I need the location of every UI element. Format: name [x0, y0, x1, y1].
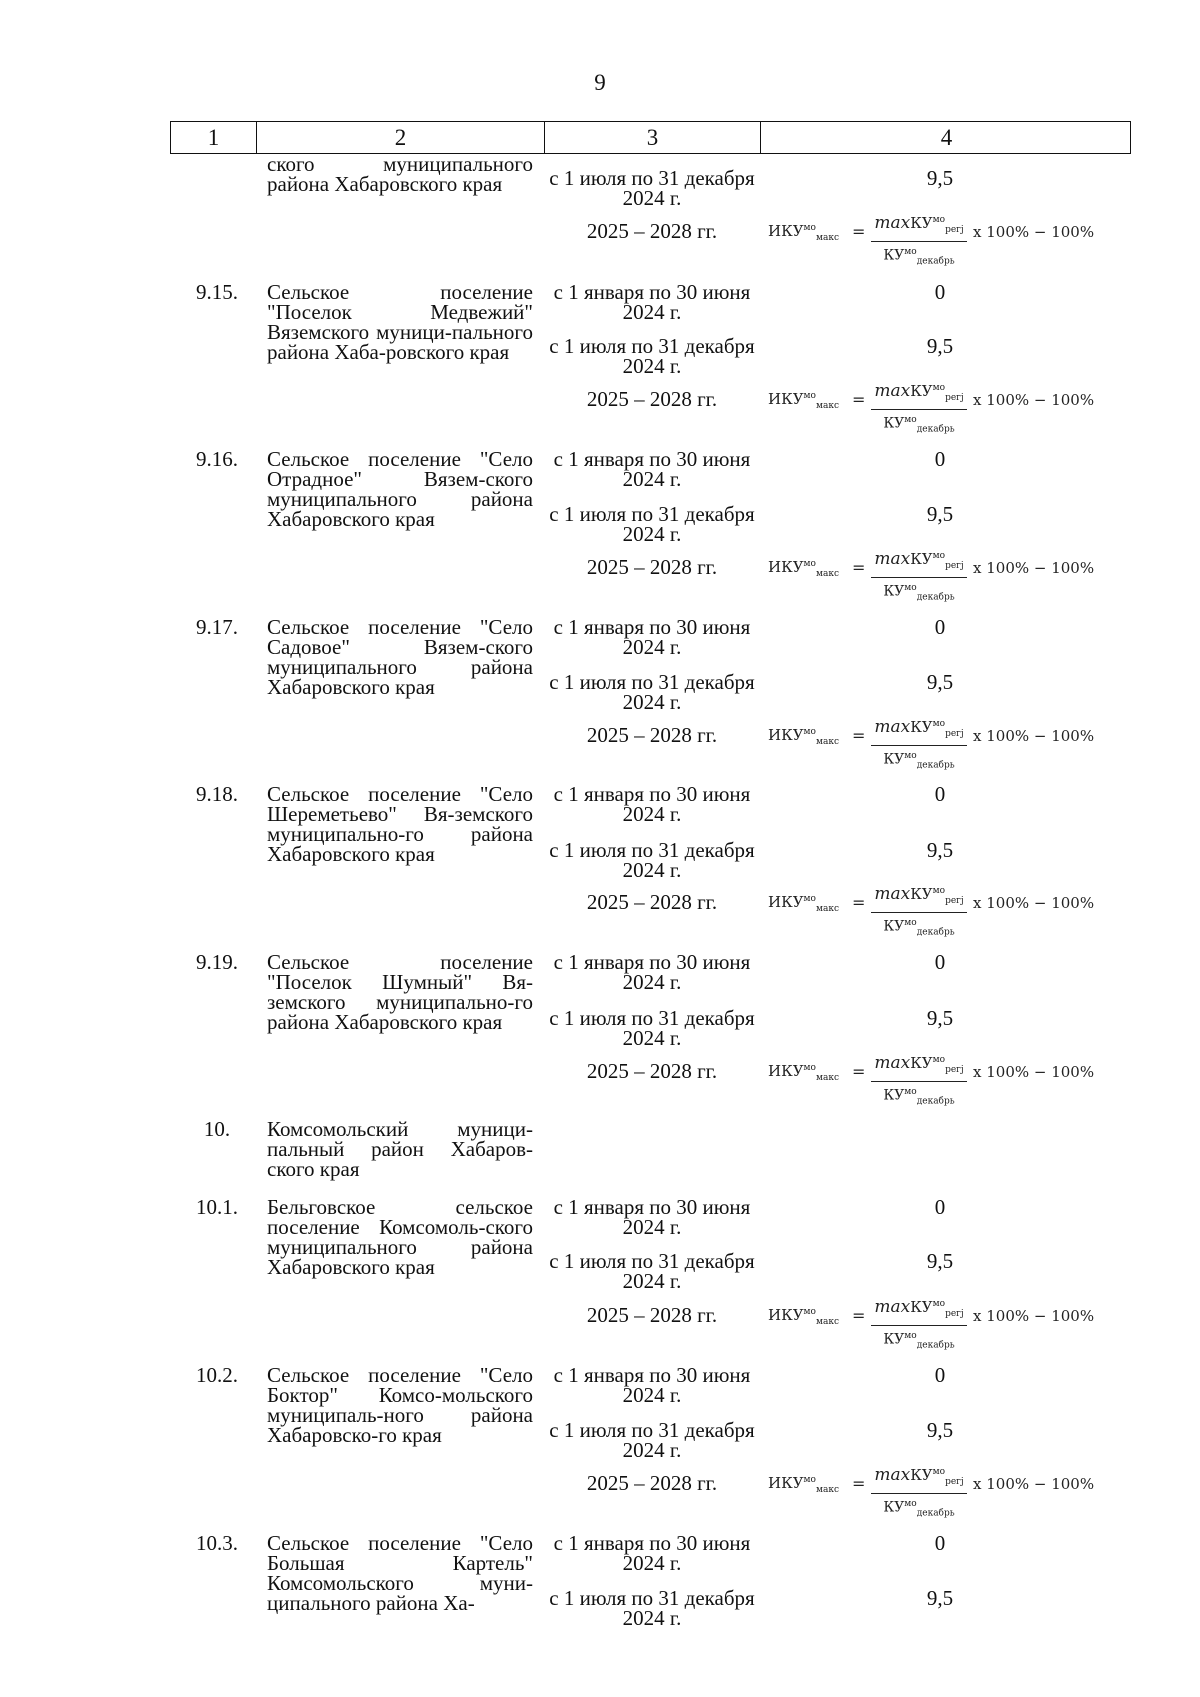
column-header-2: 2 [256, 122, 544, 153]
formula-numerator [871, 1294, 967, 1324]
entry-number: 10. [203, 1117, 231, 1141]
formula-num-sup: мо [932, 886, 946, 896]
formula-fraction-bar [871, 912, 967, 913]
entry-number: 10.3. [196, 1531, 238, 1555]
formula-num-sup: мо [932, 1055, 946, 1065]
entry-name: Сельское поселение "Село Большая Картель" Комсомольского муни-ципального района Ха- [267, 1531, 533, 1615]
formula-lhs-sup: мо [803, 559, 816, 569]
value-cell: 9,5 [926, 334, 954, 358]
entry-name: Сельское поселение "Поселок Медвежий" Вяземского муници-пального района Хаба-ровского края [267, 280, 533, 364]
formula-num-sub: peгj [945, 1065, 964, 1075]
period-text: с 1 июля по 31 декабря 2024 г. [549, 166, 755, 210]
formula-num-main: КУ [910, 550, 933, 568]
formula-den-sup: мо [904, 1087, 917, 1097]
formula-fraction [871, 1462, 967, 1522]
formula-den-sub: декабрь [916, 1340, 955, 1351]
period-text: с 1 января по 30 июня 2024 г. [553, 615, 751, 659]
period-text: 2025 – 2028 гг. [586, 1303, 718, 1327]
formula-fraction [871, 1294, 967, 1354]
period-text: с 1 января по 30 июня 2024 г. [553, 280, 751, 324]
formula-tail: x 100% − 100% [973, 559, 1095, 577]
formula-lhs-sup: мо [803, 223, 816, 233]
value-cell: 0 [934, 447, 946, 471]
formula-tail: x 100% − 100% [973, 894, 1095, 912]
period-text: с 1 июля по 31 декабря 2024 г. [549, 838, 755, 882]
column-header-4: 4 [760, 122, 1132, 153]
formula-den-main: КУ [883, 583, 905, 600]
formula-num-sub: peгj [945, 1309, 964, 1319]
formula-denominator [871, 914, 967, 941]
value-cell: 9,5 [926, 1006, 954, 1030]
value-cell: 0 [934, 1531, 946, 1555]
value-cell: 9,5 [926, 1418, 954, 1442]
formula-num-main: КУ [910, 1054, 933, 1072]
formula-lhs-sub: макс [815, 401, 839, 411]
formula-fraction-bar [871, 745, 967, 746]
formula-denominator [871, 411, 967, 438]
formula-num-italic: max [874, 549, 911, 569]
formula-fraction-bar [871, 1081, 967, 1082]
period-text: 2025 – 2028 гг. [586, 1471, 718, 1495]
formula-num-italic: max [874, 1053, 911, 1073]
formula-numerator [871, 881, 967, 911]
formula-equals: = [852, 726, 866, 745]
formula-lhs-sup: мо [803, 1063, 816, 1073]
formula-den-main: КУ [883, 918, 905, 935]
formula-fraction-bar [871, 409, 967, 410]
formula-numerator [871, 378, 967, 408]
formula-num-sub: peгj [945, 896, 964, 906]
formula-num-italic: max [874, 1297, 911, 1317]
entry-number: 9.17. [196, 615, 238, 639]
formula-num-sup: мо [932, 215, 946, 225]
entry-number: 9.18. [196, 782, 238, 806]
entry-name: Сельское поселение "Село Боктор" Комсо-мольского муниципаль-ного района Хабаровско-го края [267, 1363, 533, 1447]
formula-num-sup: мо [932, 719, 946, 729]
formula-den-sup: мо [904, 1499, 917, 1509]
formula-lhs [768, 558, 839, 579]
period-text: с 1 января по 30 июня 2024 г. [553, 1363, 751, 1407]
formula-lhs-sub: макс [815, 1317, 839, 1327]
period-text: 2025 – 2028 гг. [586, 890, 718, 914]
formula [768, 881, 1140, 938]
formula-fraction-bar [871, 1325, 967, 1326]
value-cell: 0 [934, 782, 946, 806]
formula-lhs-main: ИКУ [768, 222, 804, 240]
formula-den-sup: мо [904, 415, 917, 425]
value-cell: 9,5 [926, 502, 954, 526]
formula-numerator [871, 1050, 967, 1080]
formula-den-main: КУ [883, 247, 905, 264]
value-cell: 9,5 [926, 166, 954, 190]
period-text: с 1 июля по 31 декабря 2024 г. [549, 1586, 755, 1630]
value-cell: 0 [934, 1195, 946, 1219]
formula-num-italic: max [874, 381, 911, 401]
formula-tail: x 100% − 100% [973, 1475, 1095, 1493]
formula [768, 1050, 1140, 1107]
period-text: с 1 января по 30 июня 2024 г. [553, 1531, 751, 1575]
formula-num-sup: мо [932, 1467, 946, 1477]
formula-tail: x 100% − 100% [973, 727, 1095, 745]
formula-den-main: КУ [883, 751, 905, 768]
formula-den-sub: декабрь [916, 1096, 955, 1107]
period-text: с 1 января по 30 июня 2024 г. [553, 782, 751, 826]
formula-den-main: КУ [883, 1087, 905, 1104]
formula-tail: x 100% − 100% [973, 1307, 1095, 1325]
formula-equals: = [852, 222, 866, 241]
period-text: с 1 января по 30 июня 2024 г. [553, 447, 751, 491]
formula-den-sub: декабрь [916, 927, 955, 938]
formula-denominator [871, 1495, 967, 1522]
formula-fraction-bar [871, 1493, 967, 1494]
entry-number: 10.1. [196, 1195, 238, 1219]
value-cell: 9,5 [926, 670, 954, 694]
entry-number: 10.2. [196, 1363, 238, 1387]
formula-num-italic: max [874, 884, 911, 904]
formula-lhs [768, 1306, 839, 1327]
formula-fraction [871, 714, 967, 774]
period-text: с 1 июля по 31 декабря 2024 г. [549, 1418, 755, 1462]
formula-lhs [768, 390, 839, 411]
period-text: с 1 июля по 31 декабря 2024 г. [549, 334, 755, 378]
entry-name: ского муниципального района Хабаровского края [267, 152, 533, 196]
period-text: с 1 января по 30 июня 2024 г. [553, 950, 751, 994]
value-cell: 0 [934, 280, 946, 304]
formula-lhs-sup: мо [803, 894, 816, 904]
formula-fraction [871, 546, 967, 606]
page-number: 9 [594, 70, 606, 95]
value-cell: 9,5 [926, 1249, 954, 1273]
formula [768, 546, 1140, 603]
period-text: с 1 июля по 31 декабря 2024 г. [549, 502, 755, 546]
formula-equals: = [852, 893, 866, 912]
formula-num-sup: мо [932, 551, 946, 561]
formula-lhs-sup: мо [803, 391, 816, 401]
formula-lhs-main: ИКУ [768, 1474, 804, 1492]
formula-fraction-bar [871, 241, 967, 242]
formula-numerator [871, 714, 967, 744]
formula-lhs-main: ИКУ [768, 1306, 804, 1324]
formula [768, 1294, 1140, 1351]
formula-lhs-sup: мо [803, 727, 816, 737]
formula-den-sup: мо [904, 918, 917, 928]
entry-name: Сельское поселение "Село Отрадное" Вязем-ского муниципального района Хабаровского края [267, 447, 533, 531]
formula-fraction [871, 210, 967, 270]
formula-den-sup: мо [904, 1331, 917, 1341]
entry-name: Сельское поселение "Село Шереметьево" Вя-земского муниципально-го района Хабаровского края [267, 782, 533, 866]
entry-name: Комсомольский муници-пальный район Хабаров-ского края [267, 1117, 533, 1181]
formula-num-sup: мо [932, 1299, 946, 1309]
entry-name: Сельское поселение "Село Садовое" Вязем-ского муниципального района Хабаровского края [267, 615, 533, 699]
formula-den-main: КУ [883, 1499, 905, 1516]
formula-denominator [871, 579, 967, 606]
formula-numerator [871, 210, 967, 240]
formula-den-sub: декабрь [916, 1508, 955, 1519]
formula-lhs-sub: макс [815, 1073, 839, 1083]
formula-num-italic: max [874, 1465, 911, 1485]
period-text: 2025 – 2028 гг. [586, 219, 718, 243]
value-cell: 0 [934, 615, 946, 639]
formula-lhs-sub: макс [815, 1485, 839, 1495]
entry-number: 9.16. [196, 447, 238, 471]
formula-equals: = [852, 1062, 866, 1081]
period-text: 2025 – 2028 гг. [586, 723, 718, 747]
entry-name: Сельское поселение "Поселок Шумный" Вя-земского муниципально-го района Хабаровского края [267, 950, 533, 1034]
formula-num-main: КУ [910, 382, 933, 400]
formula-lhs-sub: макс [815, 904, 839, 914]
period-text: с 1 июля по 31 декабря 2024 г. [549, 670, 755, 714]
formula-lhs [768, 222, 839, 243]
formula-lhs-main: ИКУ [768, 726, 804, 744]
formula-den-sup: мо [904, 583, 917, 593]
formula-denominator [871, 243, 967, 270]
formula-den-sup: мо [904, 751, 917, 761]
value-cell: 0 [934, 950, 946, 974]
entry-number: 9.15. [196, 280, 238, 304]
formula-lhs-sub: макс [815, 569, 839, 579]
formula-numerator [871, 1462, 967, 1492]
period-text: 2025 – 2028 гг. [586, 1059, 718, 1083]
formula [768, 378, 1140, 435]
value-cell: 9,5 [926, 1586, 954, 1610]
formula-lhs-sub: макс [815, 737, 839, 747]
formula-fraction [871, 881, 967, 941]
formula-lhs-sub: макс [815, 233, 839, 243]
formula-num-italic: max [874, 213, 911, 233]
column-header-1: 1 [207, 124, 220, 150]
formula-num-sub: peгj [945, 393, 964, 403]
period-text: с 1 июля по 31 декабря 2024 г. [549, 1249, 755, 1293]
formula-denominator [871, 1327, 967, 1354]
formula-tail: x 100% − 100% [973, 223, 1095, 241]
formula-equals: = [852, 1474, 866, 1493]
formula-fraction [871, 1050, 967, 1110]
formula-lhs-main: ИКУ [768, 558, 804, 576]
formula-num-sup: мо [932, 383, 946, 393]
period-text: 2025 – 2028 гг. [586, 555, 718, 579]
formula-denominator [871, 1083, 967, 1110]
period-text: 2025 – 2028 гг. [586, 387, 718, 411]
formula-num-sub: peгj [945, 729, 964, 739]
formula-num-sub: peгj [945, 225, 964, 235]
formula-den-sub: декабрь [916, 256, 955, 267]
formula-lhs-main: ИКУ [768, 390, 804, 408]
formula-equals: = [852, 1306, 866, 1325]
formula-den-sub: декабрь [916, 424, 955, 435]
formula [768, 714, 1140, 771]
formula-lhs [768, 893, 839, 914]
formula-num-main: КУ [910, 885, 933, 903]
formula-tail: x 100% − 100% [973, 1063, 1095, 1081]
formula-num-sub: peгj [945, 1477, 964, 1487]
formula-num-italic: max [874, 717, 911, 737]
formula-den-main: КУ [883, 1331, 905, 1348]
formula-numerator [871, 546, 967, 576]
value-cell: 9,5 [926, 838, 954, 862]
formula-den-main: КУ [883, 415, 905, 432]
formula-lhs-sup: мо [803, 1307, 816, 1317]
formula-lhs-main: ИКУ [768, 893, 804, 911]
entry-number: 9.19. [196, 950, 238, 974]
formula-num-sub: peгj [945, 561, 964, 571]
formula-den-sub: декабрь [916, 760, 955, 771]
formula-den-sup: мо [904, 247, 917, 257]
formula-num-main: КУ [910, 718, 933, 736]
formula [768, 210, 1140, 267]
formula [768, 1462, 1140, 1519]
formula-fraction [871, 378, 967, 438]
formula-fraction-bar [871, 577, 967, 578]
formula-num-main: КУ [910, 214, 933, 232]
column-header-3: 3 [544, 122, 760, 153]
period-text: с 1 января по 30 июня 2024 г. [553, 1195, 751, 1239]
period-text: с 1 июля по 31 декабря 2024 г. [549, 1006, 755, 1050]
formula-num-main: КУ [910, 1298, 933, 1316]
formula-lhs [768, 726, 839, 747]
formula-lhs [768, 1062, 839, 1083]
formula-den-sub: декабрь [916, 592, 955, 603]
formula-num-main: КУ [910, 1466, 933, 1484]
entry-name: Бельговское сельское поселение Комсомоль-ского муниципального района Хабаровского края [267, 1195, 533, 1279]
formula-lhs-sup: мо [803, 1475, 816, 1485]
formula-lhs [768, 1474, 839, 1495]
value-cell: 0 [934, 1363, 946, 1387]
formula-equals: = [852, 558, 866, 577]
formula-tail: x 100% − 100% [973, 391, 1095, 409]
formula-denominator [871, 747, 967, 774]
formula-equals: = [852, 390, 866, 409]
formula-lhs-main: ИКУ [768, 1062, 804, 1080]
